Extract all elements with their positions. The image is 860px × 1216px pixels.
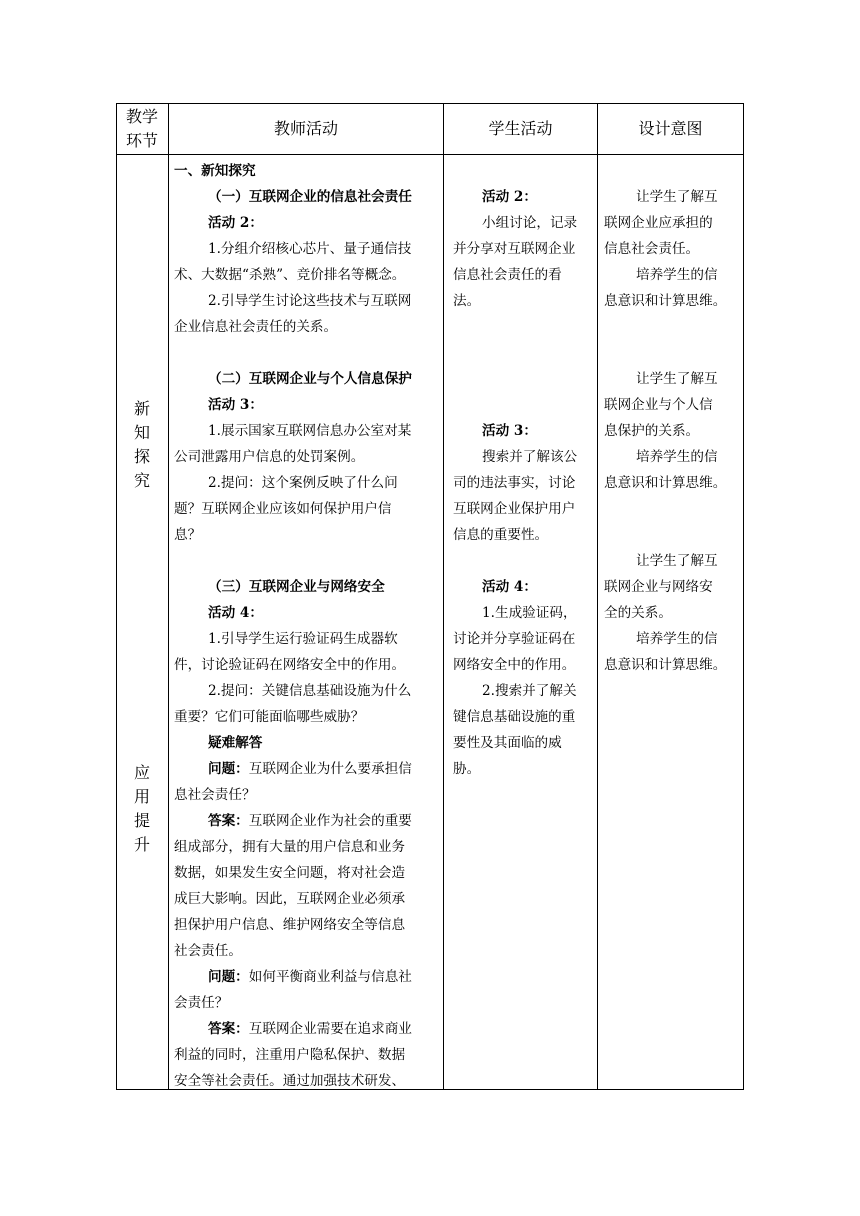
student-activity3-line3: 互联网企业保护用户	[453, 501, 576, 517]
section-title: 一、新知探究	[174, 163, 256, 179]
student-activity4-title: 活动 4：	[482, 579, 537, 595]
student-activity4-line7: 胁。	[453, 761, 481, 777]
part2-item1-line1: 1.展示国家互联网信息办公室对某	[208, 423, 412, 439]
design3-line4: 培养学生的信	[636, 631, 718, 647]
part1-item1-line2: 术、大数据“杀熟”、竞价排名等概念。	[174, 267, 406, 283]
header-stage: 教学环节	[125, 107, 158, 150]
student-activity4-line6: 要性及其面临的威	[453, 735, 562, 751]
table-border-left	[116, 103, 117, 1090]
part2-activity: 活动 3：	[208, 397, 263, 413]
design3-line1: 让学生了解互	[636, 553, 718, 569]
design3-line2: 联网企业与网络安	[604, 579, 713, 595]
header-divider	[116, 154, 744, 155]
header-student: 学生活动	[488, 119, 553, 138]
part1-title: （一）互联网企业的信息社会责任	[208, 189, 412, 205]
part1-item2-line2: 企业信息社会责任的关系。	[174, 319, 338, 335]
student-activity2-line2: 并分享对互联网企业	[453, 241, 576, 257]
student-activity4-line2: 讨论并分享验证码在	[453, 631, 576, 647]
answer2-text: 互联网企业需要在追求商业	[248, 1021, 412, 1037]
design2-line5: 息意识和计算思维。	[604, 475, 727, 491]
answer2-line2: 利益的同时，注重用户隐私保护、数据	[174, 1047, 406, 1063]
design2-line2: 联网企业与个人信	[604, 397, 713, 413]
design1-line2: 联网企业应承担的	[604, 215, 713, 231]
column-divider-1	[168, 103, 169, 1090]
answer1-label: 答案：	[208, 813, 249, 829]
answer2-line1	[208, 1016, 412, 1042]
question1-text: 互联网企业为什么要承担信	[248, 761, 412, 777]
table-border-right	[743, 103, 744, 1090]
part2-item2-line2: 题？互联网企业应该如何保护用户信	[174, 501, 392, 517]
table-border-top	[116, 103, 744, 104]
design1-line5: 息意识和计算思维。	[604, 293, 727, 309]
design1-line1: 让学生了解互	[636, 189, 718, 205]
part3-item1-line1: 1.引导学生运行验证码生成器软	[208, 631, 398, 647]
part3-item1-line2: 件，讨论验证码在网络安全中的作用。	[174, 657, 406, 673]
header-design: 设计意图	[638, 119, 703, 138]
part2-item2-line3: 息？	[174, 527, 202, 543]
student-activity4-line3: 网络安全中的作用。	[453, 657, 576, 673]
design2-line4: 培养学生的信	[636, 449, 718, 465]
part1-item2-line1: 2.引导学生讨论这些技术与互联网	[208, 293, 412, 309]
answer1-line4: 成巨大影响。因此，互联网企业必须承	[174, 891, 406, 907]
answer1-text: 互联网企业作为社会的重要	[248, 813, 412, 829]
student-activity4-line5: 键信息基础设施的重	[453, 709, 576, 725]
answer1-line2: 组成部分，拥有大量的用户信息和业务	[174, 839, 406, 855]
student-activity2-line3: 信息社会责任的看	[453, 267, 562, 283]
part2-title: （二）互联网企业与个人信息保护	[208, 371, 412, 387]
question1-line1	[208, 756, 412, 782]
student-activity2-line1: 小组讨论，记录	[482, 215, 578, 231]
answer2-line3: 安全等社会责任。通过加强技术研发、	[174, 1073, 406, 1089]
question2-label: 问题：	[208, 969, 249, 985]
student-activity3-line2: 司的违法事实，讨论	[453, 475, 576, 491]
design1-line3: 信息社会责任。	[604, 241, 700, 257]
qa-title: 疑难解答	[208, 735, 263, 751]
stage-application: 应用提升	[133, 763, 150, 854]
student-activity3-title: 活动 3：	[482, 423, 537, 439]
lesson-plan-table	[116, 103, 744, 1090]
design2-line1: 让学生了解互	[636, 371, 718, 387]
question1-label: 问题：	[208, 761, 249, 777]
student-activity4-line4: 2.搜索并了解关	[482, 683, 577, 699]
header-teacher: 教师活动	[273, 119, 338, 138]
student-activity3-line1: 搜索并了解该公	[482, 449, 578, 465]
answer2-label: 答案：	[208, 1021, 249, 1037]
column-divider-3	[597, 103, 598, 1090]
student-activity4-line1: 1.生成验证码，	[482, 605, 577, 621]
column-divider-2	[443, 103, 444, 1090]
student-activity2-line4: 法。	[453, 293, 481, 309]
design1-line4: 培养学生的信	[636, 267, 718, 283]
part1-item1-line1: 1.分组介绍核心芯片、量子通信技	[208, 241, 412, 257]
question2-text: 如何平衡商业利益与信息社	[248, 969, 412, 985]
part3-activity: 活动 4：	[208, 605, 263, 621]
stage-new-knowledge: 新知探究	[133, 399, 150, 490]
student-activity3-line4: 信息的重要性。	[453, 527, 549, 543]
part3-title: （三）互联网企业与网络安全	[208, 579, 385, 595]
design2-line3: 息保护的关系。	[604, 423, 700, 439]
answer1-line1	[208, 808, 412, 834]
part1-activity: 活动 2：	[208, 215, 263, 231]
answer1-line6: 社会责任。	[174, 943, 242, 959]
answer1-line5: 担保护用户信息、维护网络安全等信息	[174, 917, 406, 933]
question2-line1	[208, 964, 412, 990]
part3-item2-line2: 重要？它们可能面临哪些威胁？	[174, 709, 365, 725]
answer1-line3: 数据，如果发生安全问题，将对社会造	[174, 865, 406, 881]
student-activity2-title: 活动 2：	[482, 189, 537, 205]
question1-line2: 息社会责任？	[174, 787, 256, 803]
question2-line2: 会责任？	[174, 995, 229, 1011]
part3-item2-line1: 2.提问：关键信息基础设施为什么	[208, 683, 412, 699]
part2-item2-line1: 2.提问：这个案例反映了什么问	[208, 475, 398, 491]
design3-line5: 息意识和计算思维。	[604, 657, 727, 673]
design3-line3: 全的关系。	[604, 605, 672, 621]
part2-item1-line2: 公司泄露用户信息的处罚案例。	[174, 449, 365, 465]
